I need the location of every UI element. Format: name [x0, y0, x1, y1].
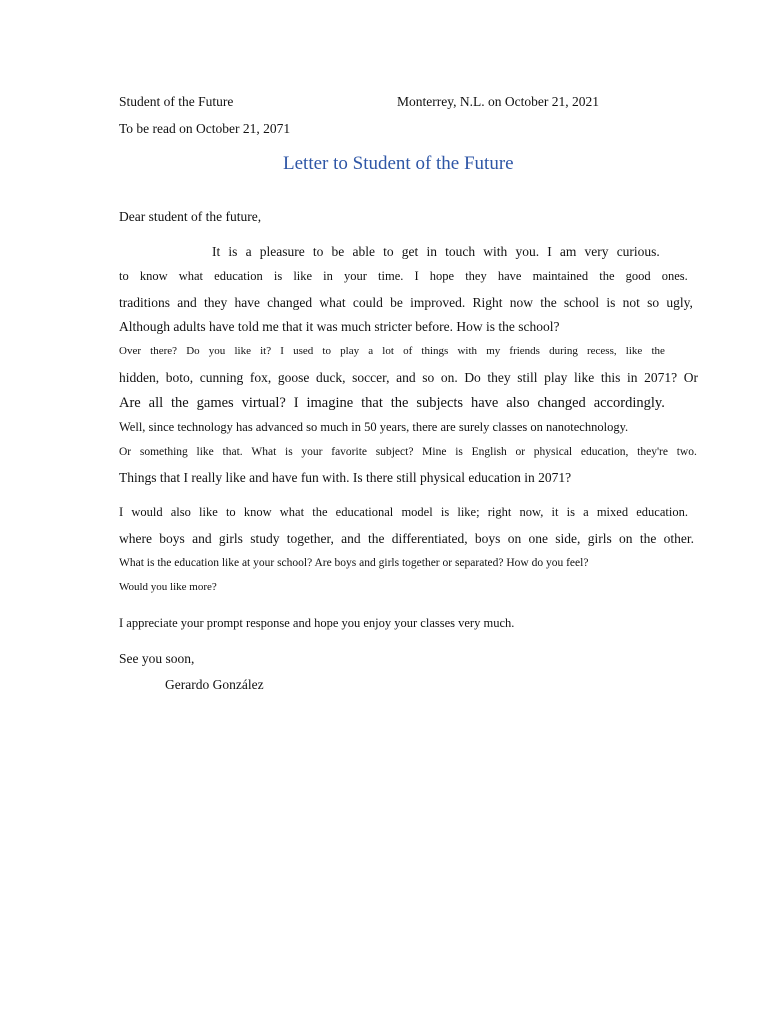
paragraph1-line-6: hidden, boto, cunning fox, goose duck, soccer, and so on. Do they still play like this in 2071? Or: [119, 370, 698, 385]
place-date-line: Monterrey, N.L. on October 21, 2021: [397, 94, 599, 109]
recipient-line: Student of the Future: [119, 94, 234, 109]
paragraph2-line-4: Would you like more?: [119, 581, 217, 593]
farewell: See you soon,: [119, 651, 195, 666]
paragraph1-line-7: Are all the games virtual? I imagine that the subjects have also changed accordingly.: [119, 395, 665, 411]
paragraph1-line-1: It is a pleasure to be able to get in touch with you. I am very curious.: [212, 244, 660, 259]
letter-title: Letter to Student of the Future: [283, 153, 514, 174]
paragraph1-line-5: Over there? Do you like it? I used to play a lot of things with my friends during recess, like the: [119, 345, 665, 357]
signature: Gerardo González: [165, 677, 264, 692]
paragraph1-line-9: Or something like that. What is your favorite subject? Mine is English or physical education, they're two.: [119, 446, 697, 458]
read-on-line: To be read on October 21, 2071: [119, 121, 291, 136]
paragraph1-line-10: Things that I really like and have fun with. Is there still physical education in 2071?: [119, 470, 572, 485]
paragraph1-line-3: traditions and they have changed what could be improved. Right now the school is not so ugly,: [119, 295, 693, 310]
paragraph1-line-8: Well, since technology has advanced so much in 50 years, there are surely classes on nanotechnology.: [119, 420, 629, 434]
closing-line: I appreciate your prompt response and hope you enjoy your classes very much.: [119, 616, 515, 630]
salutation: Dear student of the future,: [119, 209, 262, 224]
paragraph1-line-2: to know what education is like in your time. I hope they have maintained the good ones.: [119, 269, 688, 283]
paragraph2-line-1: I would also like to know what the educational model is like; right now, it is a mixed education.: [119, 505, 688, 519]
paragraph1-line-4: Although adults have told me that it was much stricter before. How is the school?: [119, 319, 560, 334]
paragraph2-line-2: where boys and girls study together, and the differentiated, boys on one side, girls on the other.: [119, 531, 694, 546]
paragraph2-line-3: What is the education like at your school? Are boys and girls together or separated? How do you feel?: [119, 557, 589, 569]
